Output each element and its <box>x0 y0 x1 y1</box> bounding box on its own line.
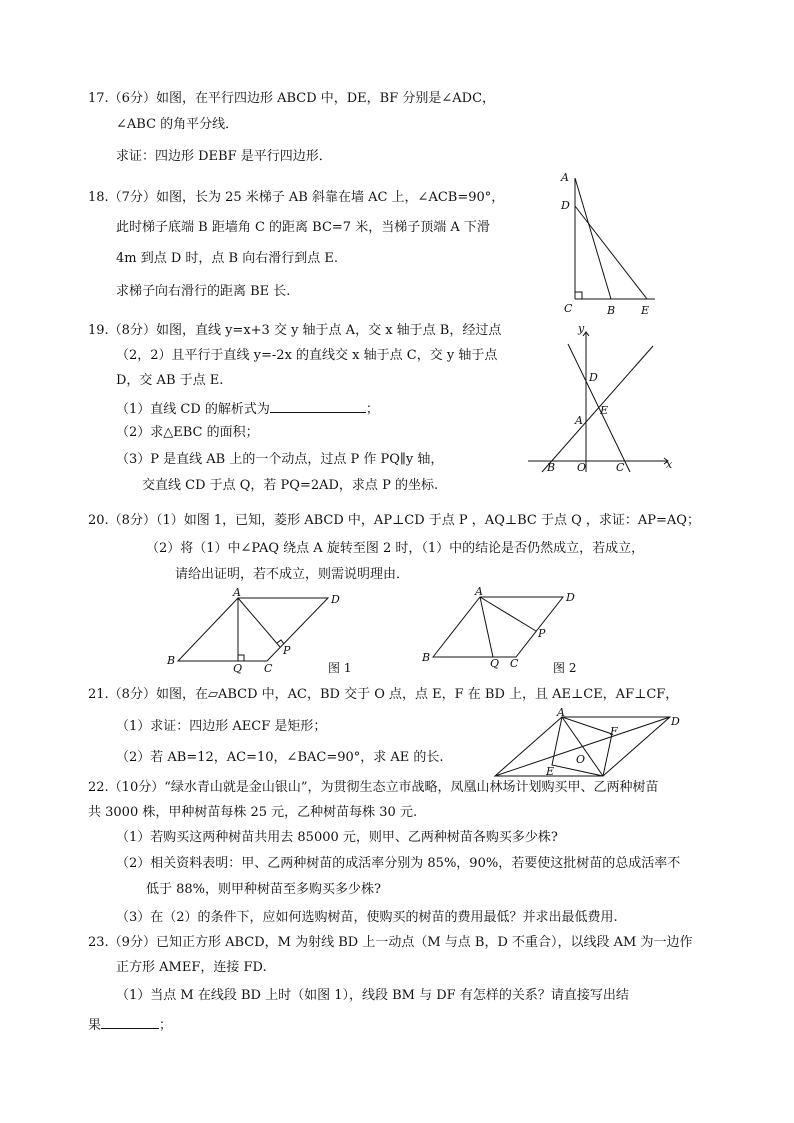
q19-part3a: （3）P 是直线 AB 上的一个动点，过点 P 作 PQ∥y 轴， <box>116 452 444 467</box>
segment-AP <box>238 598 280 647</box>
ladder-DE <box>575 206 647 299</box>
diagonal-BD <box>495 717 670 776</box>
label-B: B <box>422 651 431 664</box>
q22-line2: 共 3000 株，甲种树苗每株 25 元，乙种树苗每株 30 元. <box>88 805 418 820</box>
label-x: x <box>666 458 673 471</box>
label-Q: Q <box>490 657 500 670</box>
segment-AQ <box>480 597 493 657</box>
label-A: A <box>475 585 483 598</box>
label-F: F <box>610 725 618 738</box>
fig1-caption: 图 1 <box>328 661 352 675</box>
label-E: E <box>546 765 555 778</box>
rhombus-ABCD <box>178 598 328 661</box>
q23-line2: 正方形 AMEF，连接 FD. <box>116 960 267 975</box>
label-B: B <box>607 304 616 317</box>
q18-line3: 4m 到点 D 时，点 B 向右滑行到点 E. <box>116 251 338 266</box>
q19-line1: 19.（8分）如图，直线 y=x+3 交 y 轴于点 A，交 x 轴于点 B，经过点 <box>88 323 502 338</box>
label-C: C <box>264 662 273 675</box>
label-B: B <box>547 461 556 474</box>
q18-line1: 18.（7分）如图，长为 25 米梯子 AB 斜靠在墙 AC 上，∠ACB=90°， <box>88 190 505 205</box>
label-D: D <box>566 591 575 604</box>
q18-line2: 此时梯子底端 B 距墙角 C 的距离 BC=7 米，当梯子顶端 A 下滑 <box>116 220 490 235</box>
q23-part1: （1）当点 M 在线段 BD 上时（如图 1），线段 BM 与 DF 有怎样的关系？请直接写出结 <box>116 988 629 1003</box>
label-D: D <box>671 715 680 728</box>
q19-answer-blank[interactable] <box>270 398 366 413</box>
label-C: C <box>616 461 625 474</box>
label-C: C <box>564 302 573 315</box>
label-D: D <box>331 593 340 606</box>
q20-line1: 20.（8分）（1）如图 1，已知，菱形 ABCD 中，AP⊥CD 于点 P ，AQ⊥BC 于点 Q ，求证：AP=AQ； <box>88 513 700 528</box>
q23-line1: 23.（9分）已知正方形 ABCD，M 为射线 BD 上一动点（M 与点 B，D 不重合），以线段 AM 为一边作 <box>88 935 693 950</box>
q21-line1: 21.（8分）如图，在▱ABCD 中，AC，BD 交于 O 点，点 E，F 在 BD 上，且 AE⊥CE，AF⊥CF， <box>88 687 679 702</box>
q23-answer-blank[interactable] <box>101 1014 159 1029</box>
q19-part2: （2）求△EBC 的面积； <box>116 425 259 440</box>
q20-line2: （2）将（1）中∠PAQ 绕点 A 旋转至图 2 时，（1）中的结论是否仍然成立，若成立， <box>146 541 645 556</box>
label-A: A <box>575 414 583 427</box>
right-angle-mark <box>575 292 582 299</box>
label-D: D <box>589 371 598 384</box>
ladder-AB <box>575 178 611 299</box>
q22-part3: （3）在（2）的条件下，应如何选购树苗，使购买的树苗的费用最低？并求出最低费用. <box>116 910 618 925</box>
q20-figure-2 <box>418 585 618 680</box>
q22-part2b: 低于 88%，则甲种树苗至多购买多少株? <box>146 882 381 897</box>
q19-part1-end: ； <box>365 402 379 417</box>
label-P: P <box>538 627 546 640</box>
q22-line1: 22.（10分）“绿水青山就是金山银山”，为贯彻生态立市战略，凤凰山林场计划购买甲、乙两种树苗 <box>88 780 659 795</box>
line-CD <box>568 344 630 472</box>
q22-part2a: （2）相关资料表明：甲、乙两种树苗的成活率分别为 85%，90%，若要使这批树苗的总成活率不 <box>116 856 681 871</box>
label-O: O <box>576 753 586 766</box>
q23-part1-cont <box>88 1014 172 1035</box>
q21-parallelogram-figure <box>490 705 690 780</box>
label-y: y <box>578 322 585 335</box>
q17-line2: ∠ABC 的角平分线． <box>116 117 239 132</box>
q19-line3: D，交 AB 于点 E. <box>116 373 224 388</box>
label-O: O <box>577 461 587 474</box>
label-E: E <box>600 404 609 417</box>
label-A: A <box>561 171 569 184</box>
label-Q: Q <box>233 662 243 675</box>
q19-line2: （2，2）且平行于直线 y=-2x 的直线交 x 轴于点 C，交 y 轴于点 <box>116 348 498 363</box>
fig2-caption: 图 2 <box>553 661 577 675</box>
q18-ladder-figure <box>555 170 675 320</box>
q18-line4: 求梯子向右滑行的距离 BE 长. <box>116 284 291 299</box>
q22-part1: （1）若购买这两种树苗共用去 85000 元，则甲、乙两种树苗各购买多少株? <box>116 830 558 845</box>
label-C: C <box>510 657 519 670</box>
label-P: P <box>283 644 291 657</box>
q21-part1: （1）求证：四边形 AECF 是矩形； <box>116 719 327 734</box>
right-angle-Q <box>238 655 244 661</box>
q23-part1-end: ； <box>159 1018 173 1033</box>
q20-line3: 请给出证明，若不成立，则需说明理由． <box>175 567 410 582</box>
label-D: D <box>561 199 570 212</box>
label-B: B <box>167 654 176 667</box>
line-AB <box>542 346 653 472</box>
q17-line1: 17.（6分）如图，在平行四边形 ABCD 中，DE，BF 分别是∠ADC， <box>88 91 496 106</box>
q17-line3: 求证：四边形 DEBF 是平行四边形． <box>116 149 332 164</box>
q20-figure-1 <box>160 585 360 680</box>
q19-part1 <box>116 398 379 419</box>
label-A: A <box>557 706 565 719</box>
q19-part1-text: （1）直线 CD 的解析式为 <box>116 402 270 417</box>
label-A: A <box>233 586 241 599</box>
label-E: E <box>641 304 650 317</box>
segment-AP <box>480 597 536 631</box>
q19-coordinate-figure <box>520 320 680 480</box>
q19-part3b: 交直线 CD 于点 Q，若 PQ=2AD，求点 P 的坐标. <box>142 478 439 493</box>
q21-part2: （2）若 AB=12，AC=10，∠BAC=90°，求 AE 的长. <box>116 750 444 765</box>
q23-part1-cont-text: 果 <box>88 1018 102 1033</box>
